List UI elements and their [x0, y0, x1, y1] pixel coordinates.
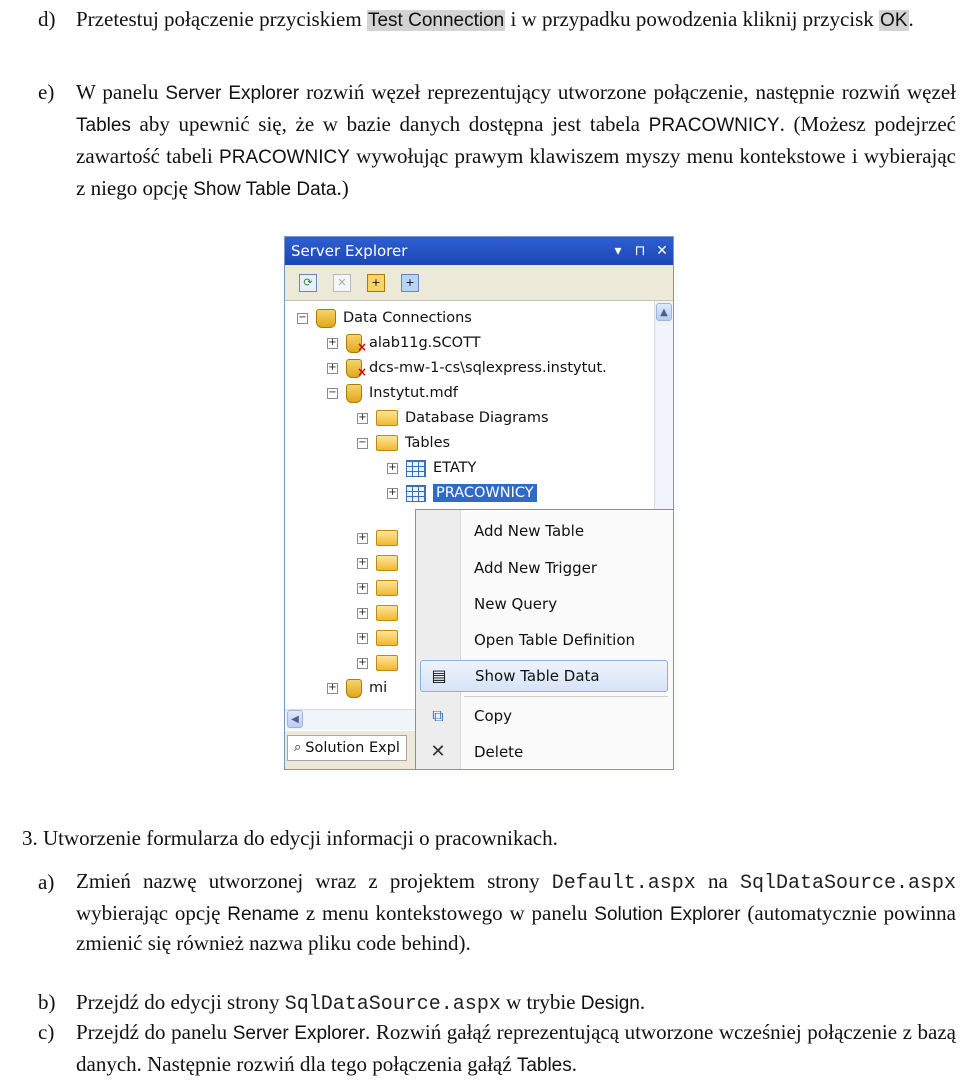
- step-e: [38, 77, 956, 205]
- connect-server-button[interactable]: [397, 271, 423, 295]
- text-run: .: [639, 990, 646, 1014]
- text-run: aby upewnić się, że w bazie danych dostępna jest tabela: [130, 112, 649, 136]
- tab-solution-explorer[interactable]: [287, 735, 407, 761]
- disconnected-icon: ×: [357, 364, 368, 379]
- scroll-left-icon[interactable]: ◀: [287, 710, 303, 728]
- menu-label: Show Table Data: [475, 667, 600, 685]
- collapse-icon[interactable]: −: [328, 386, 337, 398]
- step-c: [38, 1017, 956, 1081]
- expand-icon[interactable]: +: [328, 681, 337, 693]
- stop-icon: ✕: [333, 274, 351, 292]
- folder-icon: [376, 555, 398, 571]
- ui-term-server-explorer: Server Explorer: [165, 83, 300, 104]
- solution-explorer-icon: ⌕: [294, 740, 302, 755]
- database-icon: [346, 359, 368, 379]
- dropdown-icon[interactable]: ▾: [614, 243, 622, 259]
- text-run: Przetestuj połączenie przyciskiem: [76, 7, 367, 31]
- tree-label: Instytut.mdf: [369, 385, 458, 401]
- step-label: b): [38, 990, 56, 1014]
- ui-term-pracownicy: PRACOWNICY: [648, 115, 780, 136]
- text-run: wywołując prawym klawiszem myszy menu kontekstowe i wybierając z niego opcję: [76, 144, 956, 200]
- tree-node[interactable]: [297, 307, 472, 329]
- tree-node[interactable]: [327, 357, 607, 379]
- folder-icon: [376, 580, 398, 596]
- text-run: na: [695, 869, 740, 893]
- expand-icon[interactable]: +: [388, 461, 397, 473]
- menu-label: Open Table Definition: [474, 631, 636, 649]
- ui-term-show-table-data: Show Table Data: [193, 179, 337, 200]
- folder-icon: [376, 410, 398, 426]
- step-text: [76, 77, 956, 205]
- tree-node[interactable]: [357, 602, 405, 624]
- connect-database-button[interactable]: [363, 271, 389, 295]
- ui-term-ok: OK: [880, 10, 908, 31]
- step-text: [76, 1017, 956, 1081]
- expand-icon[interactable]: +: [358, 581, 367, 593]
- tree-label: Database Diagrams: [405, 410, 549, 426]
- expand-icon[interactable]: +: [358, 656, 367, 668]
- tree-node[interactable]: [357, 432, 450, 454]
- folder-icon: [376, 435, 398, 451]
- ui-term-tables: Tables: [76, 115, 131, 136]
- table-icon: [406, 485, 426, 502]
- expand-icon[interactable]: +: [358, 531, 367, 543]
- expand-icon[interactable]: +: [388, 486, 397, 498]
- server-explorer-screenshot: [284, 236, 674, 770]
- text-run: w trybie: [500, 990, 581, 1014]
- step-text: [76, 4, 956, 36]
- step-b: [38, 987, 956, 1020]
- scroll-up-icon[interactable]: ▲: [656, 303, 672, 321]
- panel-title: Server Explorer: [291, 242, 408, 260]
- text-run: Przejdź do edycji strony: [76, 990, 285, 1014]
- tree-node[interactable]: [327, 332, 480, 354]
- tree-node[interactable]: [357, 627, 405, 649]
- menu-label: Copy: [474, 707, 513, 725]
- tree-node[interactable]: [387, 457, 476, 479]
- text-run: . (Możesz podejrzeć zawartość tabeli: [76, 112, 956, 168]
- stop-button[interactable]: [329, 271, 355, 295]
- tree-node[interactable]: [357, 652, 405, 674]
- menu-item-add-new-trigger[interactable]: [416, 552, 668, 584]
- menu-item-new-query[interactable]: [416, 588, 668, 620]
- close-icon[interactable]: ✕: [656, 243, 668, 259]
- tree-label: dcs-mw-1-cs\sqlexpress.instytut.: [369, 360, 607, 376]
- tree-node[interactable]: [327, 677, 387, 699]
- text-run: W panelu: [76, 80, 166, 104]
- show-data-icon: ▤: [431, 666, 447, 685]
- data-connections-icon: [316, 309, 336, 328]
- expand-icon[interactable]: +: [358, 631, 367, 643]
- expand-icon[interactable]: +: [358, 556, 367, 568]
- menu-item-show-table-data[interactable]: [420, 660, 668, 692]
- folder-icon: [376, 630, 398, 646]
- step-label: d): [38, 7, 56, 31]
- code-sqldatasource-aspx: SqlDataSource.aspx: [284, 993, 501, 1016]
- connect-database-icon: +: [367, 274, 385, 292]
- step-label: c): [38, 1020, 55, 1044]
- expand-icon[interactable]: +: [358, 606, 367, 618]
- text-run: i w przypadku powodzenia kliknij przycisk: [505, 7, 880, 31]
- step-label: a): [38, 870, 55, 894]
- ui-term-test-connection: Test Connection: [367, 10, 505, 31]
- connect-server-icon: +: [401, 274, 419, 292]
- table-icon: [406, 460, 426, 477]
- menu-item-open-table-definition[interactable]: [416, 624, 668, 656]
- ui-term-pracownicy: PRACOWNICY: [219, 147, 350, 168]
- pin-icon[interactable]: ⊓: [634, 243, 646, 259]
- ui-term-server-explorer: Server Explorer: [232, 1023, 366, 1044]
- expand-icon[interactable]: +: [358, 411, 367, 423]
- expand-icon[interactable]: +: [328, 336, 337, 348]
- collapse-icon[interactable]: −: [298, 311, 307, 323]
- menu-separator: [464, 696, 668, 697]
- step-label: e): [38, 80, 55, 104]
- copy-icon: ⧉: [432, 706, 444, 725]
- menu-label: Add New Trigger: [474, 559, 598, 577]
- menu-label: New Query: [474, 595, 558, 613]
- tree-label: ETATY: [433, 460, 477, 476]
- ui-term-rename: Rename: [227, 903, 300, 925]
- tree-label: Data Connections: [343, 310, 472, 326]
- refresh-icon: ⟳: [299, 274, 317, 292]
- step-d: [38, 4, 956, 36]
- expand-icon[interactable]: +: [328, 361, 337, 373]
- tree-node-selected[interactable]: [387, 482, 537, 504]
- menu-item-delete[interactable]: [416, 736, 668, 768]
- text-run: .): [336, 176, 349, 200]
- menu-label: Delete: [474, 743, 524, 761]
- step-text: [76, 987, 956, 1020]
- database-icon: [346, 384, 362, 403]
- ui-term-design: Design: [580, 993, 640, 1014]
- tree-node[interactable]: [357, 552, 405, 574]
- disconnected-icon: ×: [357, 339, 368, 354]
- step-text: [76, 867, 956, 959]
- tree-label: Tables: [405, 435, 451, 451]
- folder-icon: [376, 530, 398, 546]
- text-run: .: [908, 7, 914, 31]
- code-sqldatasource-aspx: SqlDataSource.aspx: [739, 872, 956, 895]
- folder-icon: [376, 655, 398, 671]
- tree-node[interactable]: [357, 577, 405, 599]
- code-default-aspx: Default.aspx: [551, 872, 696, 895]
- text-run: Zmień nazwę utworzonej wraz z projektem strony: [76, 869, 552, 893]
- tree-node[interactable]: [357, 407, 549, 429]
- text-run: (automatycznie powinna zmienić się również nazwa pliku code behind).: [76, 900, 956, 955]
- text-run: .: [571, 1052, 577, 1076]
- collapse-icon[interactable]: −: [358, 436, 367, 448]
- tree-node[interactable]: [327, 382, 458, 404]
- ui-term-solution-explorer: Solution Explorer: [594, 903, 741, 925]
- text-run: z menu kontekstowego w panelu: [299, 900, 595, 925]
- tree-node[interactable]: [357, 527, 405, 549]
- tree-label: alab11g.SCOTT: [369, 335, 481, 351]
- refresh-button[interactable]: [295, 271, 321, 295]
- folder-icon: [376, 605, 398, 621]
- text-run: wybierając opcję: [76, 900, 228, 925]
- menu-item-copy[interactable]: [416, 700, 668, 732]
- menu-item-add-new-table[interactable]: [416, 515, 668, 547]
- panel-titlebar: [285, 237, 673, 265]
- tree-label: mi: [369, 680, 388, 696]
- tree-label: PRACOWNICY: [433, 484, 537, 502]
- text-run: Przejdź do panelu: [76, 1020, 233, 1044]
- menu-label: Add New Table: [474, 522, 585, 540]
- database-icon: [346, 334, 368, 354]
- ui-term-tables: Tables: [516, 1055, 572, 1076]
- step-a: [38, 867, 956, 959]
- text-run: rozwiń węzeł reprezentujący utworzone połączenie, następnie rozwiń węzeł: [299, 80, 956, 104]
- tab-label: Solution Expl: [305, 740, 400, 756]
- section-heading: 3. Utworzenie formularza do edycji informacji o pracownikach.: [22, 826, 558, 850]
- text-run: . Rozwiń gałąź reprezentującą utworzone wcześniej połączenie z bazą danych. Następnie rozwiń dla tego połączenia gałąź: [76, 1020, 956, 1076]
- delete-icon: ✕: [430, 741, 446, 762]
- context-menu: [415, 509, 674, 770]
- database-icon: [346, 679, 362, 698]
- panel-toolbar: [285, 265, 673, 301]
